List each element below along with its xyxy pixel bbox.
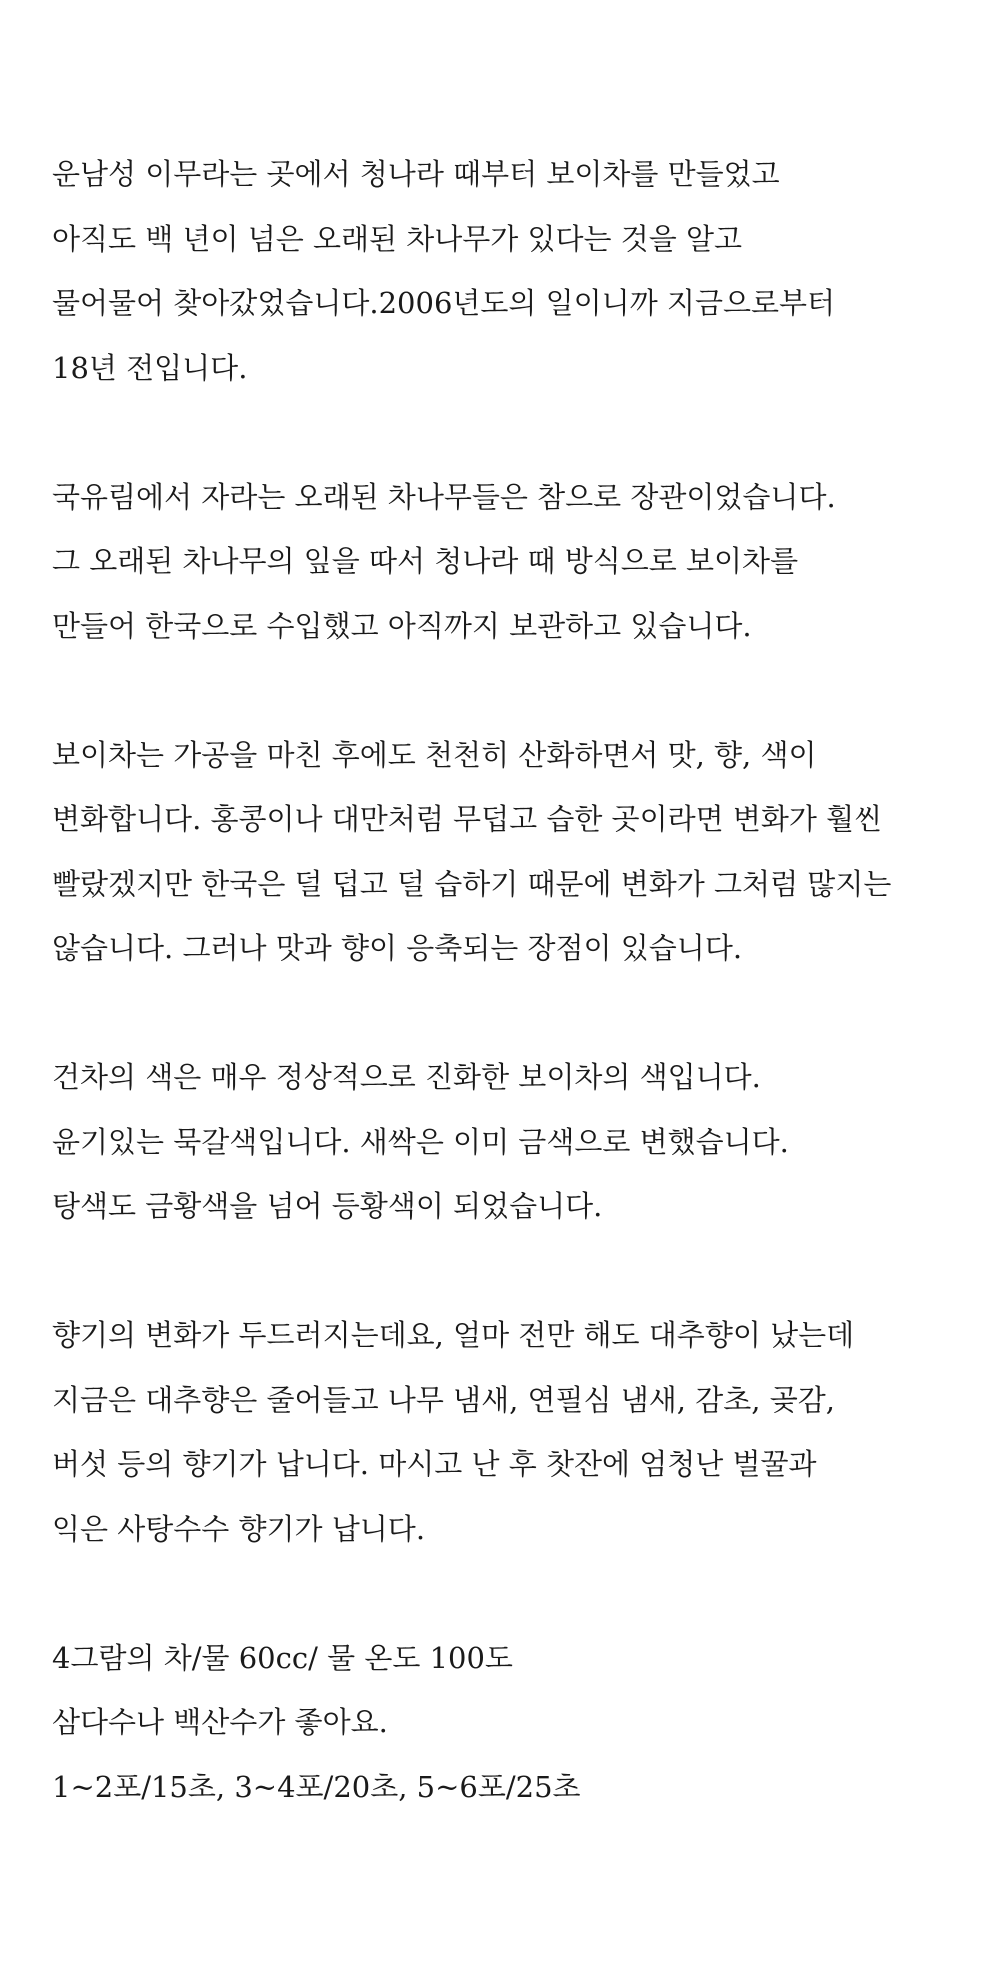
text-line: 윤기있는 묵갈색입니다. 새싹은 이미 금색으로 변했습니다. [52, 1124, 789, 1159]
text-line: 아직도 백 년이 넘은 오래된 차나무가 있다는 것을 알고 [52, 221, 743, 256]
text-line: 만들어 한국으로 수입했고 아직까지 보관하고 있습니다. [52, 608, 752, 643]
text-line: 물어물어 찾아갔었습니다.2006년도의 일이니까 지금으로부터 [52, 286, 836, 320]
paragraph-aroma [52, 1303, 982, 1561]
paragraph-color [52, 1045, 982, 1239]
text-line: 변화합니다. 홍콩이나 대만처럼 무덥고 습한 곳이라면 변화가 훨씬 [52, 802, 883, 836]
text-line: 탕색도 금황색을 넘어 등황색이 되었습니다. [52, 1189, 603, 1223]
text-line: 지금은 대추향은 줄어들고 나무 냄새, 연필심 냄새, 감초, 곶감, [52, 1382, 835, 1417]
text-line: 국유림에서 자라는 오래된 차나무들은 참으로 장관이었습니다. [52, 479, 836, 514]
text-line: 1~2포/15초, 3~4포/20초, 5~6포/25초 [52, 1769, 581, 1804]
text-line: 그 오래된 차나무의 잎을 따서 청나라 때 방식으로 보이차를 [52, 544, 799, 578]
text-line: 익은 사탕수수 향기가 납니다. [52, 1511, 426, 1546]
text-line: 운남성 이무라는 곳에서 청나라 때부터 보이차를 만들었고 [52, 157, 780, 191]
paragraph-forest [52, 465, 982, 659]
paragraph-brewing-guide [52, 1626, 982, 1820]
article-body [52, 142, 982, 1884]
text-line: 보이차는 가공을 마친 후에도 천천히 산화하면서 맛, 향, 색이 [52, 737, 817, 772]
text-line: 않습니다. 그러나 맛과 향이 응축되는 장점이 있습니다. [52, 931, 743, 965]
text-line: 빨랐겠지만 한국은 덜 덥고 덜 습하기 때문에 변화가 그처럼 많지는 [52, 866, 892, 901]
text-line: 삼다수나 백산수가 좋아요. [52, 1705, 388, 1739]
paragraph-aging [52, 723, 982, 981]
text-line: 향기의 변화가 두드러지는데요, 얼마 전만 해도 대추향이 났는데 [52, 1318, 855, 1352]
text-line: 건차의 색은 매우 정상적으로 진화한 보이차의 색입니다. [52, 1060, 761, 1094]
text-line: 버섯 등의 향기가 납니다. 마시고 난 후 찻잔에 엄청난 벌꿀과 [52, 1447, 817, 1481]
text-line: 4그람의 차/물 60cc/ 물 온도 100도 [52, 1640, 513, 1675]
paragraph-origin [52, 142, 982, 400]
text-line: 18년 전입니다. [52, 350, 248, 385]
